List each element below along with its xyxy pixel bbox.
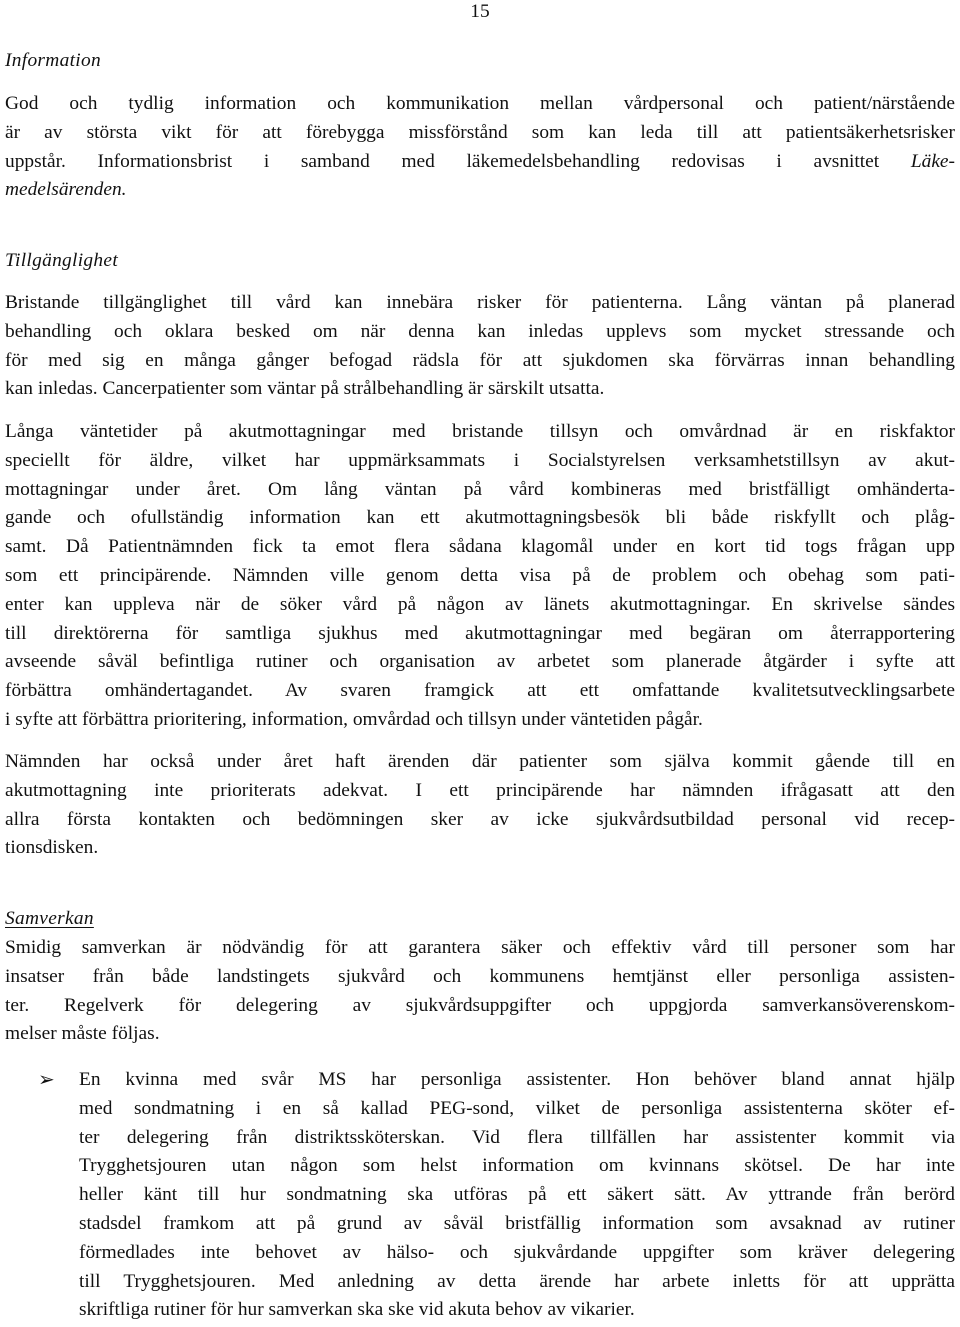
- section-heading-samverkan: Samverkan: [5, 908, 94, 929]
- arrow-bullet-icon: ➢: [38, 1069, 55, 1091]
- text-line-segment: uppstår. Informationsbrist i samband med läkemedelsbehandling redovisas i avsnittet: [5, 150, 880, 172]
- text-line: Bristande tillgänglighet till vård kan innebära risker för patienterna. Lång väntan på planerad: [5, 292, 955, 313]
- text-line: heller känt till hur sondmatning ska utföras på ett säkert sätt. Av yttrande från berörd: [79, 1184, 955, 1206]
- tillganglighet-paragraph-1: [5, 289, 955, 404]
- text-line-segment-italic: Läke-: [910, 150, 955, 172]
- text-line: är av största vikt för att förebygga missförstånd som kan leda till att patientsäkerhetsrisker: [5, 121, 955, 143]
- text-line: En kvinna med svår MS har personliga assistenter. Hon behöver bland annat hjälp: [79, 1069, 955, 1090]
- text-line: speciellt för äldre, vilket har uppmärksammats i Socialstyrelsen verksamhetstillsyn av akut-: [5, 449, 955, 471]
- text-line: ter delegering från distriktssköterskan. Vid flera tillfällen har assistenter kommit via: [79, 1126, 955, 1148]
- bullet-text: [79, 1066, 955, 1325]
- text-line: melser måste följas.: [5, 1023, 160, 1045]
- text-line: Långa väntetider på akutmottagningar med bristande tillsyn och omvårdnad är en riskfaktor: [5, 421, 955, 442]
- text-line: insatser från både landstingets sjukvård och kommunens hemtjänst eller personliga assisten-: [5, 965, 955, 987]
- text-line: med sondmatning i en så kallad PEG-sond, vilket de personliga assistenterna sköter ef-: [79, 1097, 955, 1119]
- text-line: Nämnden har också under året haft ärenden där patienter som själva kommit gående till en: [5, 751, 955, 772]
- text-line: till Trygghetsjouren. Med anledning av detta ärende har arbete inletts för att upprätta: [79, 1270, 955, 1292]
- text-line: allra första kontakten och bedömningen sker av icke sjukvårdsutbildad personal vid recep-: [5, 808, 955, 830]
- text-line: samt. Då Patientnämnden fick ta emot flera sådana klagomål under en kort tid togs frågan upp: [5, 536, 955, 558]
- text-line: gande och ofullständig information kan ett akutmottagningsbesök bli både riskfyllt och plåg-: [5, 507, 955, 529]
- text-line: Smidig samverkan är nödvändig för att garantera säker och effektiv vård till personer som har: [5, 937, 955, 958]
- text-line: stadsdel framkom att på grund av såväl bristfällig information som avsaknad av rutiner: [79, 1212, 955, 1234]
- text-line: förbättra omhändertagandet. Av svaren framgick att ett omfattande kvalitetsutvecklingsarbete: [5, 680, 955, 702]
- text-line: enter kan uppleva när de söker vård på någon av länets akutmottagningar. En skrivelse sändes: [5, 593, 955, 615]
- samverkan-paragraph: [5, 934, 955, 1049]
- text-line: kan inledas. Cancerpatienter som väntar på strålbehandling är särskilt utsatta.: [5, 378, 605, 400]
- text-line: som ett principärende. Nämnden ville genom detta visa på de problem och obehag som pati-: [5, 564, 955, 586]
- text-line: God och tydlig information och kommunikation mellan vårdpersonal och patient/närstående: [5, 93, 955, 114]
- text-line: medelsärenden.: [5, 179, 127, 201]
- text-line: akutmottagning inte prioriterats adekvat. I ett principärende har nämnden ifrågasatt att den: [5, 779, 955, 801]
- tillganglighet-paragraph-2: [5, 418, 955, 735]
- text-line: behandling och oklara besked om när denna kan inledas upplevs som mycket stressande och: [5, 320, 955, 342]
- text-line: för med sig en många gånger befogad rädsla för att sjukdomen ska förvärras innan behandling: [5, 349, 955, 371]
- text-line: förmedlades inte behovet av hälso- och sjukvårdande uppgifter som kräver delegering: [79, 1241, 955, 1263]
- page-number: 15: [470, 1, 490, 22]
- tillganglighet-paragraph-3: [5, 748, 955, 863]
- text-line: i syfte att förbättra prioritering, information, omvårdad och tillsyn under väntetiden pågår.: [5, 708, 703, 730]
- text-line: skriftliga rutiner för hur samverkan ska ske vid akuta behov av vikarier.: [79, 1299, 635, 1321]
- text-line: avseende såväl befintliga rutiner och organisation av arbetet som planerade åtgärder i syfte att: [5, 651, 955, 673]
- text-line: [5, 148, 955, 177]
- section-heading-tillganglighet: Tillgänglighet: [5, 250, 119, 271]
- text-line: Trygghetsjouren utan någon som helst information om kvinnans skötsel. De har inte: [79, 1155, 955, 1177]
- text-line: ter. Regelverk för delegering av sjukvårdsuppgifter och uppgjorda samverkansöverenskom-: [5, 994, 955, 1016]
- text-line: mottagningar under året. Om lång väntan på vård kombineras med bristfälligt omhänderta-: [5, 478, 955, 500]
- text-line: till direktörerna för samtliga sjukhus med akutmottagningar med begäran om återrapportering: [5, 622, 955, 644]
- section-heading-information: Information: [5, 50, 101, 71]
- information-paragraph: [5, 90, 955, 205]
- text-line: tionsdisken.: [5, 837, 99, 859]
